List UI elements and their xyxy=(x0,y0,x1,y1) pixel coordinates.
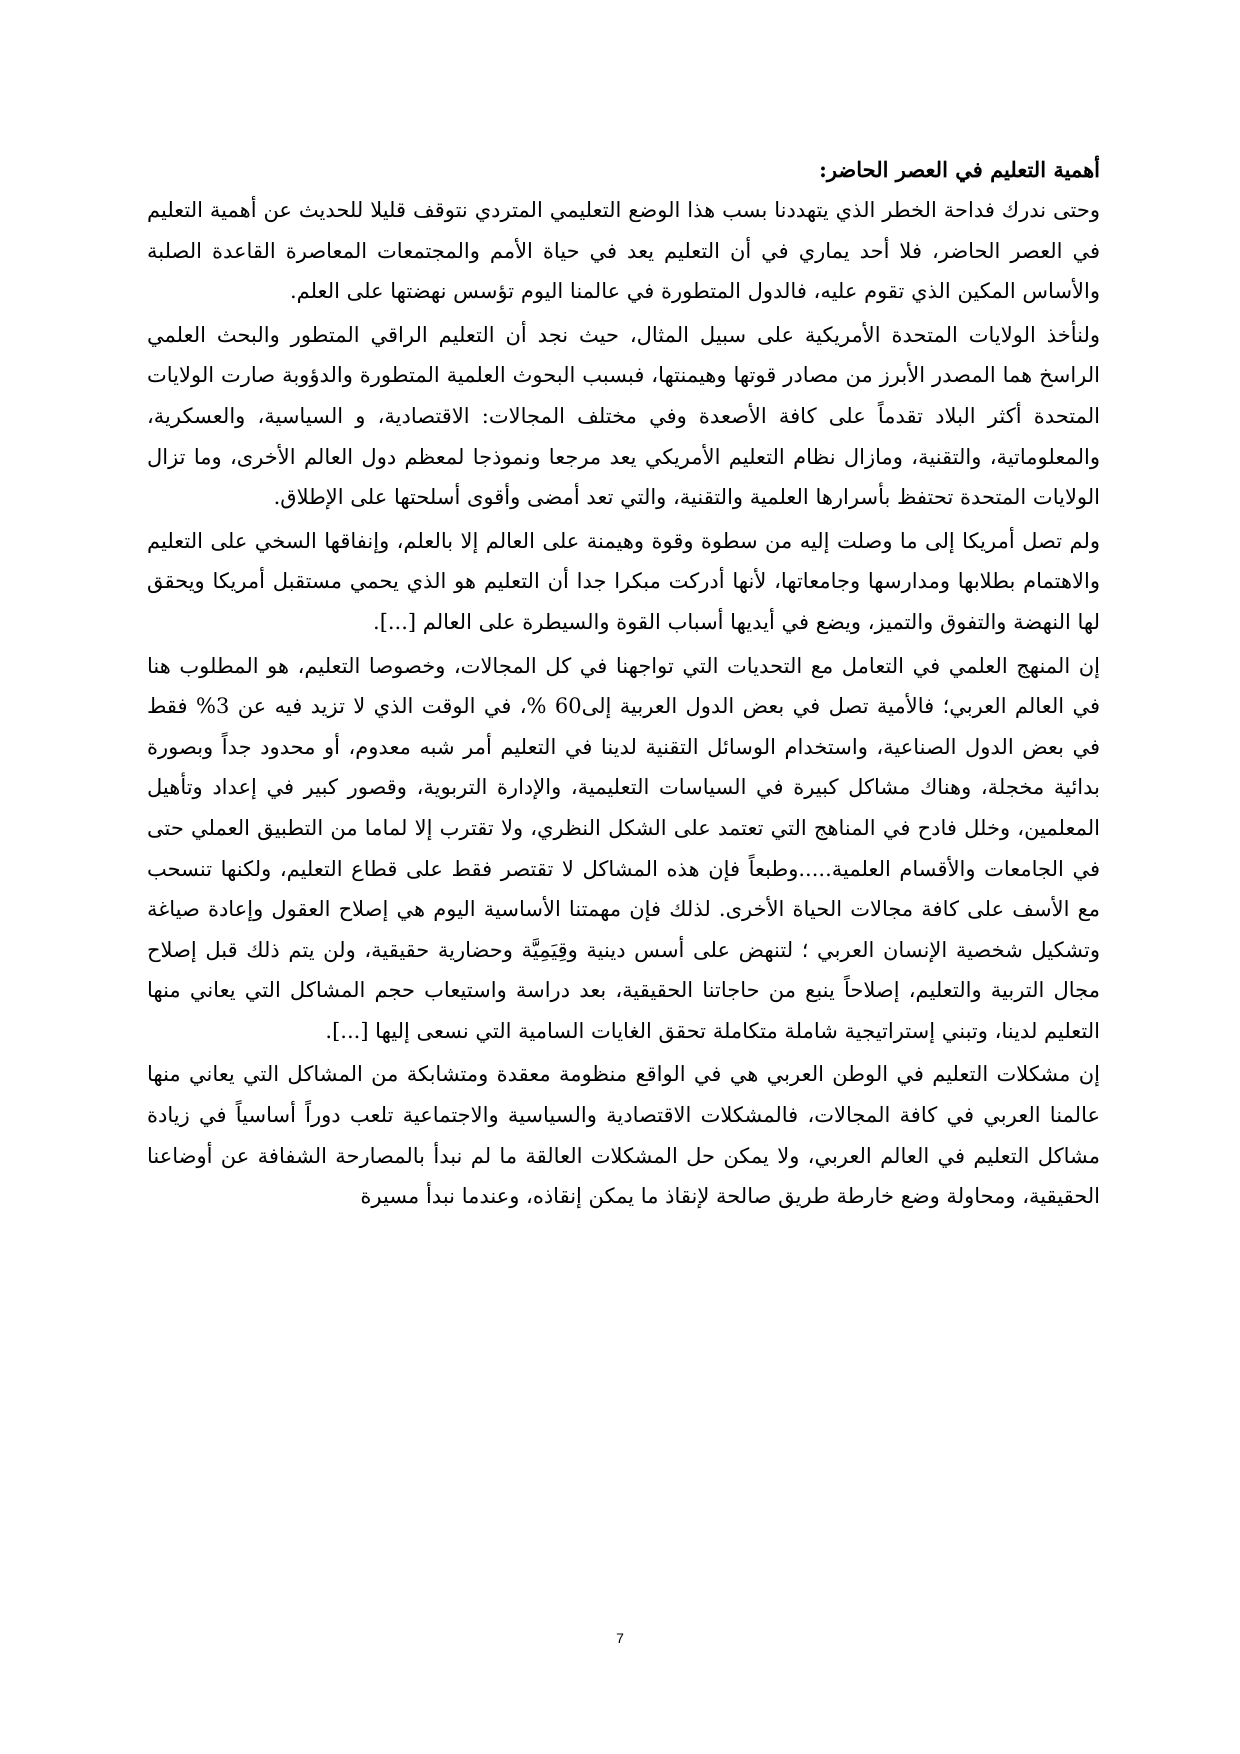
paragraph-intro: وحتى ندرك فداحة الخطر الذي يتهددنا بسب هذا الوضع التعليمي المتردي نتوقف قليلا للحديث عن أهمية التعليم في العصر الحاضر، فلا أحد يماري في أن التعليم يعد في حياة الأمم والمجتمعات المعاصرة القاعدة الصلبة والأساس المكين الذي تقوم عليه، فالدول المتطورة في عالمنا اليوم تؤسس نهضتها على العلم. xyxy=(147,198,1100,304)
paragraph-scientific-method: إن المنهج العلمي في التعامل مع التحديات التي تواجهنا في كل المجالات، وخصوصا التعليم، هو المطلوب هنا في العالم العربي؛ فالأمية تصل في بعض الدول العربية إلى60 %، في الوقت الذي لا تزيد فيه عن 3% فقط في بعض الدول الصناعية، واستخدام الوسائل التقنية لدينا في التعليم أمر شبه معدوم، أو محدود جداً وبصورة بدائية مخجلة، وهناك مشاكل كبيرة في السياسات التعليمية، والإدارة التربوية، وقصور كبير في إعداد وتأهيل المعلمين، وخلل فادح في المناهج التي تعتمد على الشكل النظري، ولا تقترب إلا لماما من التطبيق العملي حتى في الجامعات والأقسام العلمية.....وطبعاً فإن هذه المشاكل لا تقتصر فقط على قطاع التعليم، ولكنها تنسحب مع الأسف على كافة مجالات الحياة الأخرى. لذلك فإن مهمتنا الأساسية اليوم هي إصلاح العقول وإعادة صياغة وتشكيل شخصية الإنسان العربي ؛ لتنهض على أسس دينية وقِيَمِيَّة وحضارية حقيقية، ولن يتم ذلك قبل إصلاح مجال التربية والتعليم، إصلاحاً ينبع من حاجاتنا الحقيقية، بعد دراسة واستيعاب حجم المشاكل التي يعاني منها التعليم لدينا، وتبني إستراتيجية شاملة متكاملة تحقق الغايات السامية التي نسعى إليها [...]. xyxy=(147,653,1100,1043)
section-heading: أهمية التعليم في العصر الحاضر: xyxy=(819,157,1100,182)
paragraph-education-problems: إن مشكلات التعليم في الوطن العربي هي في الواقع منظومة معقدة ومتشابكة من المشاكل التي يعاني منها عالمنا العربي في كافة المجالات، فالمشكلات الاقتصادية والسياسية والاجتماعية تلعب دوراً أساسياً في زيادة مشاكل التعليم في العالم العربي، ولا يمكن حل المشكلات العالقة ما لم نبدأ بالمصارحة الشفافة عن أوضاعنا الحقيقية، ومحاولة وضع خارطة طريق صالحة لإنقاذ ما يمكن إنقاذه، وعندما نبدأ مسيرة xyxy=(147,1062,1100,1209)
paragraph-america-power: ولم تصل أمريكا إلى ما وصلت إليه من سطوة وقوة وهيمنة على العالم إلا بالعلم، وإنفاقها السخي على التعليم والاهتمام بطلابها ومدارسها وجامعاتها، لأنها أدركت مبكرا جدا أن التعليم هو الذي يحمي مستقبل أمريكا ويحقق لها النهضة والتفوق والتميز، ويضع في أيديها أسباب القوة والسيطرة على العالم [...]. xyxy=(147,528,1100,634)
document-body xyxy=(147,150,1100,1220)
page-number: 7 xyxy=(616,1630,624,1646)
paragraph-usa-example: ولنأخذ الولايات المتحدة الأمريكية على سبيل المثال، حيث نجد أن التعليم الراقي المتطور والبحث العلمي الراسخ هما المصدر الأبرز من مصادر قوتها وهيمنتها، فبسبب البحوث العلمية المتطورة والدؤوبة صارت الولايات المتحدة أكثر البلاد تقدماً على كافة الأصعدة وفي مختلف المجالات: الاقتصادية، و السياسية، والعسكرية، والمعلوماتية، والتقنية، ومازال نظام التعليم الأمريكي يعد مرجعا ونموذجا لمعظم دول العالم الأخرى، وما تزال الولايات المتحدة تحتفظ بأسرارها العلمية والتقنية، والتي تعد أمضى وأقوى أسلحتها على الإطلاق. xyxy=(147,322,1100,510)
